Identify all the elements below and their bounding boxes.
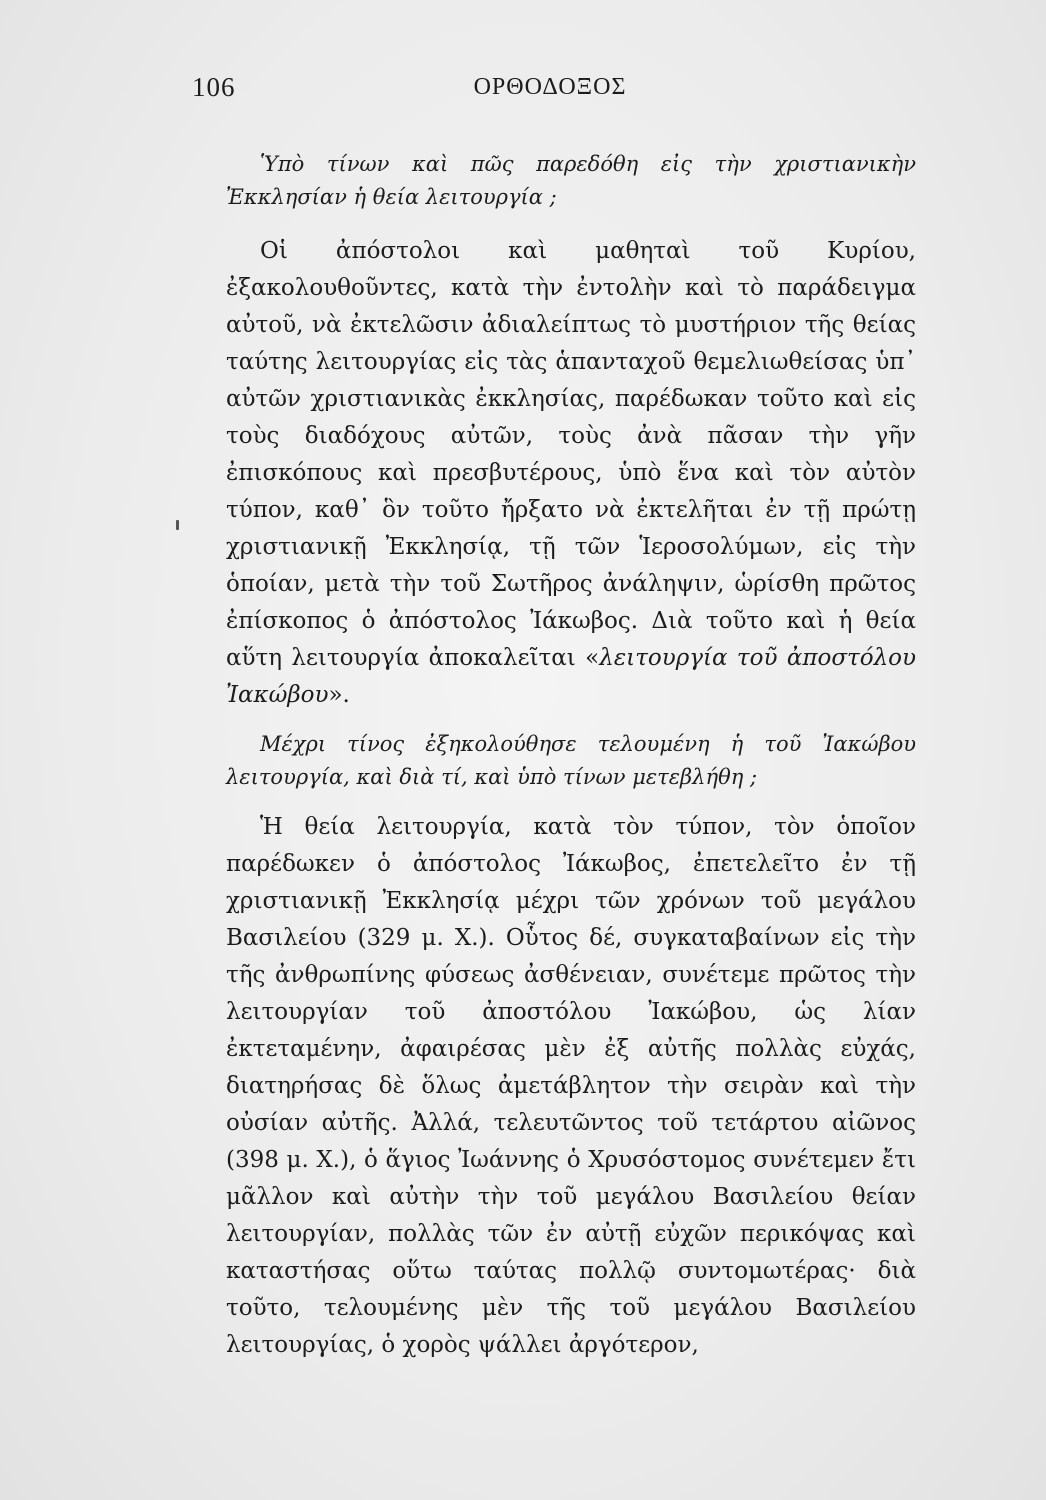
page-number: 106 bbox=[192, 72, 236, 102]
answer-1 bbox=[226, 233, 916, 714]
question-2: Μέχρι τίνος ἐξηκολούθησε τελουμένη ἡ τοῦ Ἰακώβου λειτουργία, καὶ διὰ τί, καὶ ὑπὸ τίνων μετεβλήθη ; bbox=[226, 732, 916, 789]
answer-2: Ἡ θεία λειτουργία, κατὰ τὸν τύπον, τὸν ὁποῖον παρέδωκεν ὁ ἀπόστολος Ἰάκωβος, ἐπετελεῖτο ἐν τῇ χριστιανικῇ Ἐκκλησίᾳ μέχρι τῶν χρόνων τοῦ μεγάλου Βασιλείου (329 μ. Χ.). Οὗτος δέ, συγκαταβαίνων εἰς τὴν τῆς ἀνθρωπίνης φύσεως ἀσθένειαν, συνέτεμε πρῶτος τὴν λειτουργίαν τοῦ ἀποστόλου Ἰακώβου, ὡς λίαν ἐκτεταμένην, ἀφαιρέσας μὲν ἐξ αὐτῆς πολλὰς εὐχάς, διατηρήσας δὲ ὅλως ἀμετάβλητον τὴν σειρὰν καὶ τὴν οὐσίαν αὐτῆς. Ἀλλά, τελευτῶντος τοῦ τετάρτου αἰῶνος (398 μ. Χ.), ὁ ἅγιος Ἰωάννης ὁ Χρυσόστομος συνέτεμεν ἔτι μᾶλλον καὶ αὐτὴν τὴν τοῦ μεγάλου Βασιλείου θείαν λειτουργίαν, πολλὰς τῶν ἐν αὐτῇ εὐχῶν περικόψας καὶ καταστήσας οὕτω ταύτας πολλῷ συντομωτέρας· διὰ τοῦτο, τελουμένης μὲν τῆς τοῦ μεγάλου Βασιλείου λειτουργίας, ὁ χορὸς ψάλλει ἀργότερον, bbox=[226, 814, 916, 1358]
answer-1-end: ». bbox=[328, 682, 350, 708]
answer-1-text: Οἱ ἀπόστολοι καὶ μαθηταὶ τοῦ Κυρίου, ἐξακολουθοῦντες, κατὰ τὴν ἐντολὴν καὶ τὸ παράδειγμα αὐτοῦ, νὰ ἐκτελῶσιν ἀδιαλείπτως τὸ μυστήριον τῆς θείας ταύτης λειτουργίας εἰς τὰς ἁπανταχοῦ θεμελιωθείσας ὑπ᾽ αὐτῶν χριστιανικὰς ἐκκλησίας, παρέδωκαν τοῦτο καὶ εἰς τοὺς διαδόχους αὐτῶν, τοὺς ἀνὰ πᾶσαν τὴν γῆν ἐπισκόπους καὶ πρεσβυτέρους, ὑπὸ ἕνα καὶ τὸν αὐτὸν τύπον, καθ᾽ ὃν τοῦτο ἤρξατο νὰ ἐκτελῆται ἐν τῇ πρώτῃ χριστιανικῇ Ἐκκλησίᾳ, τῇ τῶν Ἱεροσολύμων, εἰς τὴν ὁποίαν, μετὰ τὴν τοῦ Σωτῆρος ἀνάληψιν, ὡρίσθη πρῶτος ἐπίσκοπος ὁ ἀπόστολος Ἰάκωβος. Διὰ τοῦτο καὶ ἡ θεία αὕτη λειτουργία ἀποκαλεῖται « bbox=[226, 238, 916, 671]
margin-mark bbox=[176, 520, 179, 530]
page-header bbox=[192, 72, 908, 112]
answer-1-italic-title: λειτουργία τοῦ ἀποστόλου Ἰακώβου bbox=[226, 645, 917, 708]
question-1: Ὑπὸ τίνων καὶ πῶς παρεδόθη εἰς τὴν χριστιανικὴν Ἐκκλησίαν ἡ θεία λειτουργία ; bbox=[226, 152, 916, 209]
running-title: ΟΡΘΟΔΟΞΟΣ bbox=[473, 74, 627, 100]
